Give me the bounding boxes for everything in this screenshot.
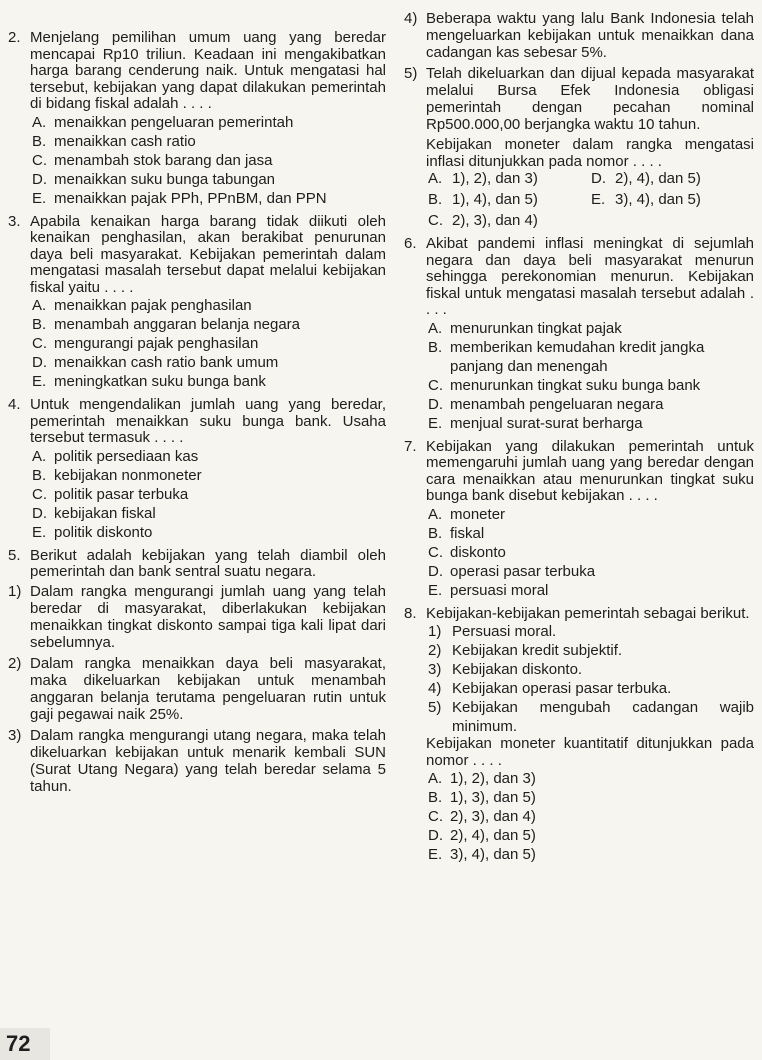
option-text: menurunkan tingkat suku bunga bank (450, 376, 701, 394)
option-letter: A. (428, 319, 443, 337)
question-number: 6. (404, 235, 417, 252)
question-prompt: Kebijakan moneter kuantitatif ditunjukkan pada nomor . . . . (426, 735, 754, 769)
option-text: 2), 4), dan 5) (615, 170, 701, 187)
item-text: Kebijakan diskonto. (452, 661, 583, 678)
item-text: Kebijakan kredit subjektif. (452, 642, 623, 659)
option-d[interactable] (32, 170, 386, 189)
item-number: 2) (428, 642, 442, 659)
statement-4 (404, 10, 754, 61)
policy-item-4 (428, 679, 754, 698)
option-letter: C. (32, 485, 47, 503)
question-number: 5. (8, 546, 21, 564)
option-d[interactable] (32, 353, 386, 372)
statement-5 (404, 65, 754, 133)
option-letter: A. (428, 770, 443, 787)
option-text: moneter (450, 505, 506, 523)
option-text: 1), 2), dan 3) (452, 170, 538, 187)
option-text: 2), 4), dan 5) (450, 827, 536, 844)
option-b[interactable] (32, 466, 386, 485)
question-2 (8, 30, 386, 208)
option-a[interactable] (32, 113, 386, 132)
option-text: operasi pasar terbuka (450, 562, 596, 580)
option-text: fiskal (450, 524, 485, 542)
option-letter: C. (428, 212, 443, 229)
option-b[interactable] (428, 338, 754, 376)
question-text: Kebijakan yang dilakukan pemerintah untuk memengaruhi jumlah uang yang beredar dengan cara menaikkan atau menurunkan tingkat suku bunga bank disebut kebijakan . . . . (426, 437, 754, 504)
option-a[interactable] (428, 505, 754, 524)
question-number: 3. (8, 212, 21, 230)
option-b[interactable] (428, 788, 754, 807)
option-letter: D. (428, 562, 443, 580)
question-7 (404, 439, 754, 600)
right-column (404, 8, 754, 870)
option-letter: D. (428, 827, 443, 844)
statement-text: Beberapa waktu yang lalu Bank Indonesia telah mengeluarkan kebijakan untuk menaikkan dana cadangan kas sebesar 5%. (426, 10, 754, 61)
item-number: 1) (428, 623, 442, 640)
statement-text: Dalam rangka mengurangi utang negara, maka telah dikeluarkan kebijakan untuk menarik kembali SUN (Surat Utang Negara) yang telah beredar selama 5 tahun. (30, 726, 386, 795)
option-letter: D. (32, 170, 47, 188)
option-d[interactable] (428, 395, 754, 414)
option-d[interactable] (32, 504, 386, 523)
option-c[interactable] (32, 485, 386, 504)
option-letter: B. (428, 338, 443, 356)
option-b[interactable] (428, 191, 591, 209)
option-e[interactable] (32, 523, 386, 542)
option-letter: A. (32, 297, 47, 314)
option-letter: C. (428, 543, 443, 561)
option-e[interactable] (591, 191, 754, 209)
option-c[interactable] (32, 334, 386, 353)
option-b[interactable] (32, 315, 386, 334)
question-5 (8, 548, 386, 795)
option-text: menaikkan suku bunga tabungan (54, 170, 276, 188)
option-text: kebijakan fiskal (54, 504, 156, 522)
question-prompt: Kebijakan moneter dalam rangka mengatasi inflasi ditunjukkan pada nomor . . . . (426, 136, 754, 170)
option-letter: B. (428, 789, 443, 806)
option-b[interactable] (32, 132, 386, 151)
policy-item-5 (428, 698, 754, 736)
option-letter: B. (32, 132, 47, 150)
option-d[interactable] (428, 562, 754, 581)
option-letter: E. (32, 189, 47, 207)
option-letter: C. (428, 376, 443, 394)
question-text: Berikut adalah kebijakan yang telah diambil oleh pemerintah dan bank sentral suatu negara. (30, 546, 386, 580)
option-text: politik pasar terbuka (54, 485, 189, 503)
option-letter: E. (428, 846, 443, 863)
option-letter: E. (32, 523, 47, 541)
option-letter: B. (32, 316, 47, 333)
item-number: 4) (428, 680, 442, 697)
option-letter: A. (428, 170, 443, 187)
question-number: 2. (8, 29, 21, 46)
option-text: kebijakan nonmoneter (54, 466, 202, 484)
statement-text: Dalam rangka menaikkan daya beli masyarakat, maka dikeluarkan kebijakan untuk menambah anggaran belanja terutama pengeluaran rutin untuk gaji pegawai naik 25%. (30, 654, 386, 723)
option-c[interactable] (32, 151, 386, 170)
option-a[interactable] (428, 319, 754, 338)
left-column (8, 30, 386, 801)
option-letter: B. (428, 524, 443, 542)
option-e[interactable] (428, 845, 754, 864)
option-text: menurunkan tingkat pajak (450, 319, 622, 337)
option-text: persuasi moral (450, 581, 549, 599)
option-c[interactable] (428, 212, 591, 230)
question-number: 4. (8, 396, 21, 413)
option-text: 1), 2), dan 3) (450, 770, 536, 787)
item-text: Persuasi moral. (452, 623, 557, 640)
option-text: politik diskonto (54, 523, 153, 541)
question-4 (8, 397, 386, 542)
option-letter: D. (428, 395, 443, 413)
option-letter: E. (428, 581, 443, 599)
option-b[interactable] (428, 524, 754, 543)
statement-number: 3) (8, 726, 22, 744)
option-d[interactable] (591, 170, 754, 188)
option-text: menaikkan pengeluaran pemerintah (54, 113, 294, 131)
question-6 (404, 236, 754, 433)
option-text: menaikkan pajak penghasilan (54, 297, 252, 314)
option-c[interactable] (428, 376, 754, 395)
statement-text: Telah dikeluarkan dan dijual kepada masyarakat melalui Bursa Efek Indonesia obligasi pemerintah dengan pecahan nominal Rp500.000,00 berjangka waktu 10 tahun. (426, 65, 754, 133)
option-text: menaikkan pajak PPh, PPnBM, dan PPN (54, 189, 327, 207)
statement-number: 1) (8, 582, 22, 600)
item-number: 5) (428, 699, 442, 716)
option-text: mengurangi pajak penghasilan (54, 335, 259, 352)
option-text: 3), 4), dan 5) (615, 191, 701, 208)
option-text: menambah stok barang dan jasa (54, 151, 273, 169)
option-letter: D. (32, 354, 47, 371)
option-letter: B. (428, 191, 443, 208)
statement-2 (8, 655, 386, 723)
question-5-continued (404, 10, 754, 230)
option-letter: A. (428, 505, 443, 523)
option-text: menjual surat-surat berharga (450, 414, 643, 432)
statement-1 (8, 583, 386, 651)
question-8 (404, 606, 754, 865)
option-a[interactable] (32, 447, 386, 466)
option-text: menambah pengeluaran negara (450, 395, 664, 413)
option-text: menaikkan cash ratio bank umum (54, 354, 279, 371)
option-d[interactable] (428, 826, 754, 845)
option-letter: C. (32, 151, 47, 169)
option-text: menaikkan cash ratio (54, 132, 196, 150)
question-number: 8. (404, 604, 417, 622)
option-c[interactable] (428, 543, 754, 562)
policy-item-3 (428, 660, 754, 679)
option-letter: C. (32, 335, 47, 352)
question-text: Apabila kenaikan harga barang tidak diikuti oleh kenaikan penghasilan, akan berakibat penurunan daya beli masyarakat. Kebijakan pemerintah dalam mengatasi masalah tersebut dapat melalui kebijakan fiskal yaitu . . . . (30, 212, 386, 296)
option-text: politik persediaan kas (54, 447, 199, 465)
option-c[interactable] (428, 807, 754, 826)
option-text: 2), 3), dan 4) (452, 212, 538, 229)
statement-number: 2) (8, 654, 22, 672)
option-letter: A. (32, 447, 47, 465)
option-a[interactable] (428, 769, 754, 788)
policy-item-2 (428, 641, 754, 660)
page-number: 72 (0, 1028, 50, 1060)
question-text: Menjelang pemilihan umum uang yang beredar mencapai Rp10 triliun. Keadaan ini mengakibatkan harga barang cenderung naik. Untuk mengatasi hal tersebut, kebijakan yang dapat dilakukan pemerintah di bidang fiskal adalah . . . . (30, 29, 386, 112)
option-e[interactable] (32, 189, 386, 208)
option-text: 3), 4), dan 5) (450, 846, 536, 863)
option-text: meningkatkan suku bunga bank (54, 373, 266, 390)
option-text: menambah anggaran belanja negara (54, 316, 301, 333)
option-e[interactable] (32, 372, 386, 391)
question-text: Akibat pandemi inflasi meningkat di sejumlah negara dan daya beli masyarakat menurun sehingga perekonomian menurun. Kebijakan fiskal untuk mengatasi masalah tersebut adalah . . . . (426, 235, 754, 318)
option-text: 2), 3), dan 4) (450, 808, 536, 825)
option-a[interactable] (32, 296, 386, 315)
option-text: memberikan kemudahan kredit jangka panjang dan menengah (450, 338, 705, 375)
option-grid (428, 170, 754, 230)
option-letter: A. (32, 113, 47, 131)
option-letter: D. (32, 504, 47, 522)
question-number: 7. (404, 437, 417, 455)
question-text: Kebijakan-kebijakan pemerintah sebagai berikut. (426, 604, 750, 622)
option-letter: E. (32, 373, 47, 390)
option-e[interactable] (428, 414, 754, 433)
item-text: Kebijakan operasi pasar terbuka. (452, 680, 672, 697)
option-letter: E. (591, 191, 606, 208)
option-text: 1), 4), dan 5) (452, 191, 538, 208)
option-letter: C. (428, 808, 443, 825)
option-e[interactable] (428, 581, 754, 600)
option-letter: D. (591, 170, 606, 187)
item-number: 3) (428, 661, 442, 678)
option-letter: E. (428, 414, 443, 432)
statement-number: 4) (404, 10, 418, 27)
policy-item-1 (428, 622, 754, 641)
option-letter: B. (32, 466, 47, 484)
item-text: Kebijakan mengubah cadangan wajib minimum. (452, 699, 754, 735)
question-3 (8, 214, 386, 392)
statement-number: 5) (404, 65, 418, 82)
option-text: diskonto (450, 543, 506, 561)
question-text: Untuk mengendalikan jumlah uang yang beredar, pemerintah menaikkan suku bunga bank. Usaha tersebut termasuk . . . . (30, 396, 386, 446)
statement-3 (8, 727, 386, 795)
option-text: 1), 3), dan 5) (450, 789, 536, 806)
option-a[interactable] (428, 170, 591, 188)
statement-text: Dalam rangka mengurangi jumlah uang yang telah beredar di masyarakat, diberlakukan kebijakan menaikkan tingkat diskonto sampai tiga kali lipat dari sebelumnya. (30, 582, 386, 651)
